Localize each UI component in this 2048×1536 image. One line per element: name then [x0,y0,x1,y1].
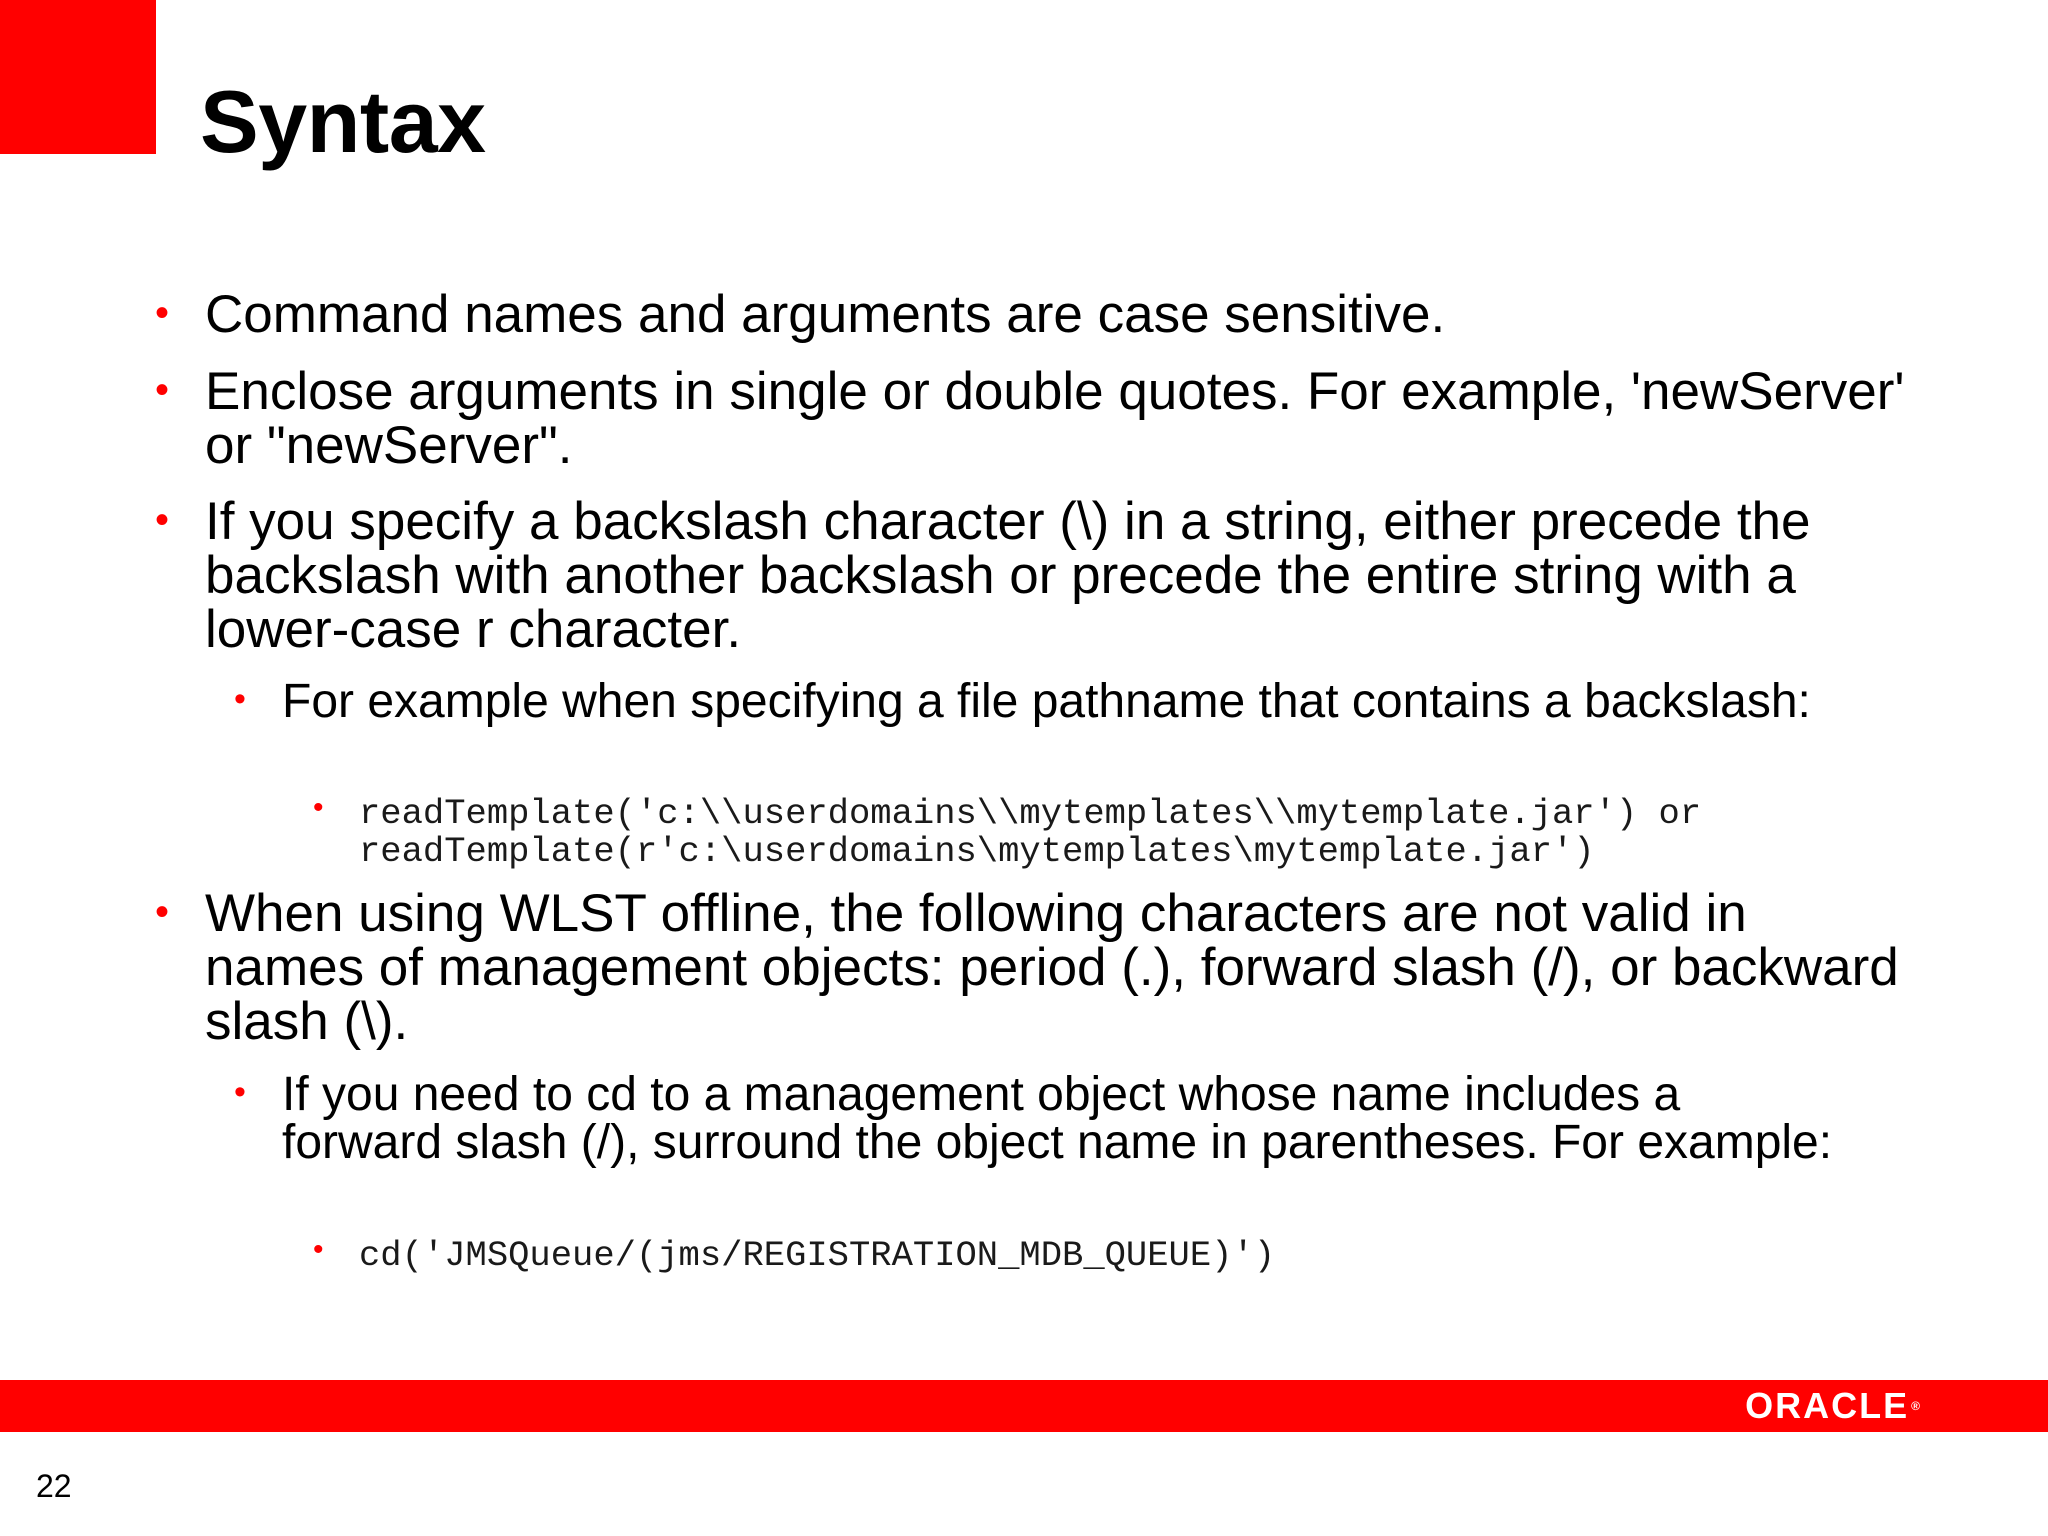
bullet-dot-icon: • [313,791,324,824]
bullet-dot-icon: • [234,680,246,718]
sub-bullet-cd-object [234,1068,1842,1169]
bullet-wlst-offline [155,884,1905,1051]
bullet-dot-icon: • [155,368,170,412]
code-line: cd('JMSQueue/(jms/REGISTRATION_MDB_QUEUE)') [359,1235,1276,1276]
bullet-dot-icon: • [313,1233,324,1266]
bullet-text: Enclose arguments in single or double quotes. For example, 'newServer' or "newServer". [205,362,1905,475]
oracle-logo-text: ORACLE [1745,1385,1910,1426]
bullet-dot-icon: • [234,1073,246,1111]
bullet-text: When using WLST offline, the following characters are not valid in names of management objects: period (.), forward slash (/), or backward slash (\). [205,884,1899,1051]
bullet-text: Command names and arguments are case sensitive. [205,285,1446,344]
page-number: 22 [36,1468,72,1504]
bullet-dot-icon: • [155,498,170,542]
code-bullet-read-template [313,791,2019,872]
bullet-text: If you specify a backslash character (\) in a string, either precede the backslash with another backslash or precede the entire string with a lower-case r character. [205,492,1811,659]
bullet-dot-icon: • [155,291,170,335]
sub-bullet-text: For example when specifying a file pathname that contains a backslash: [282,675,1811,728]
slide-title: Syntax [200,72,486,171]
bullet-enclose-quotes [155,362,1905,475]
sub-bullet-file-pathname [234,675,1842,728]
corner-accent-block [0,0,156,154]
oracle-logo [1745,1384,1920,1428]
bullet-backslash [155,492,1905,659]
code-line: readTemplate('c:\\userdomains\\mytemplates\\mytemplate.jar') or [359,793,1702,834]
code-line: readTemplate(r'c:\userdomains\mytemplates\mytemplate.jar') [359,831,1595,872]
code-bullet-cd-example [313,1233,2019,1276]
registered-mark-icon: ® [1911,1399,1920,1413]
footer-bar [0,1380,2048,1432]
bullet-dot-icon: • [155,890,170,934]
bullet-case-sensitive [155,285,1905,344]
sub-bullet-text: If you need to cd to a management object whose name includes a forward slash (/), surround the object name in parentheses. For example: [282,1068,1833,1169]
